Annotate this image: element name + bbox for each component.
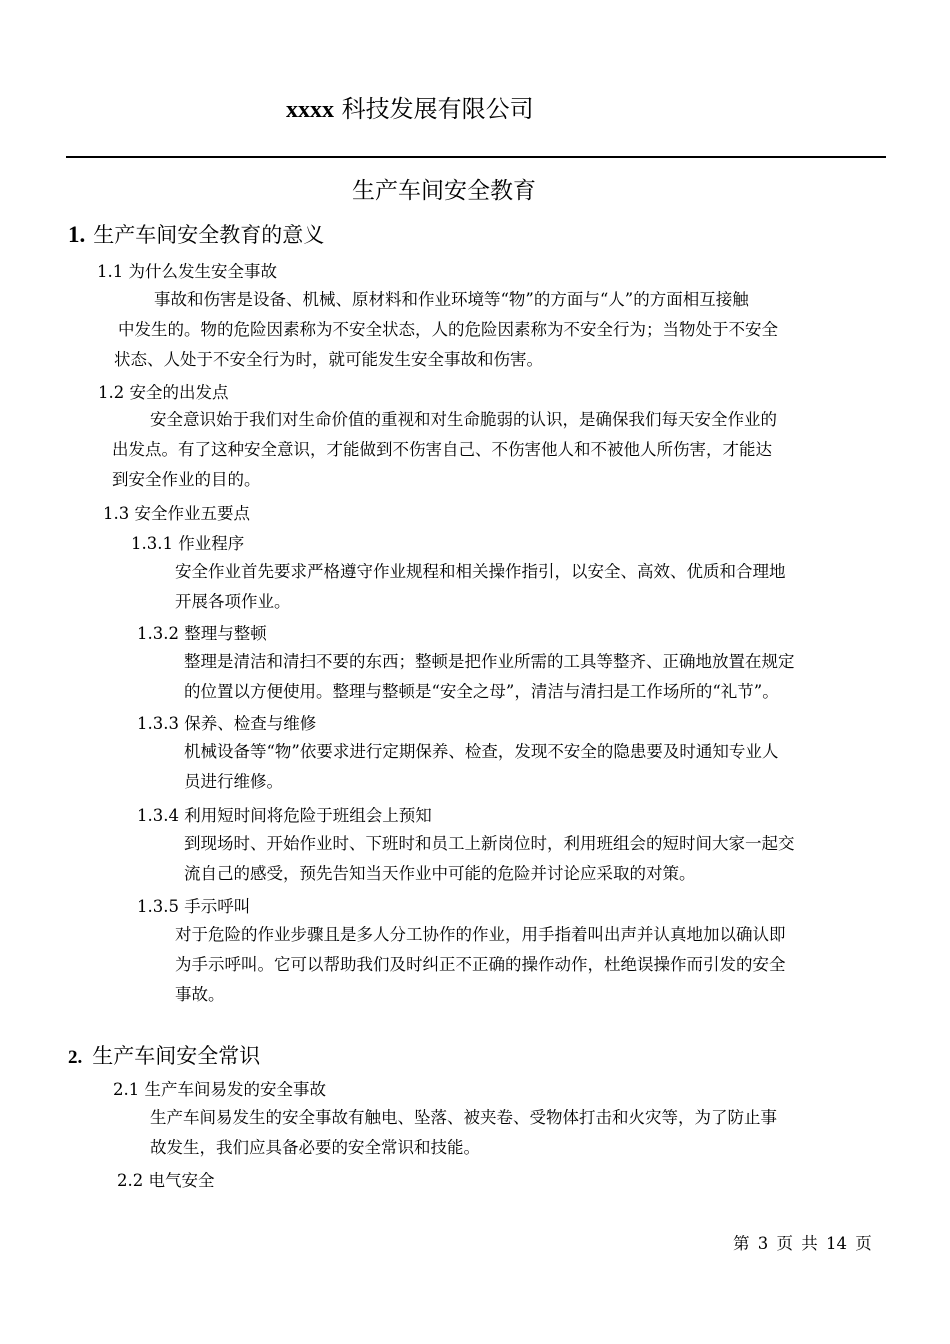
item-1-3-3-heading: 1.3.3 保养、检查与维修 [137,714,317,733]
item-1-3-5-heading: 1.3.5 手示呼叫 [137,897,251,916]
paragraph-line: 到安全作业的目的。 [112,470,261,489]
item-1-3-4-paragraph [184,829,795,889]
subsection-1-2-heading: 1.2 安全的出发点 [98,383,229,402]
paragraph-line: 对于危险的作业步骤且是多人分工协作的作业，用手指着叫出声并认真地加以确认即 [175,925,786,944]
paragraph-line: 故发生，我们应具备必要的安全常识和技能。 [150,1138,480,1157]
paragraph-line: 出发点。有了这种安全意识，才能做到不伤害自己、不伤害他人和不被他人所伤害，才能达 [112,440,772,459]
section-title: 生产车间安全教育的意义 [93,223,325,247]
paragraph-line: 安全作业首先要求严格遵守作业规程和相关操作指引，以安全、高效、优质和合理地 [175,562,786,581]
subsection-2-1-heading: 2.1 生产车间易发的安全事故 [113,1080,326,1099]
item-1-3-1-paragraph [175,557,786,617]
item-1-3-4-heading: 1.3.4 利用短时间将危险于班组会上预知 [137,806,432,825]
paragraph-line: 流自己的感受，预先告知当天作业中可能的危险并讨论应采取的对策。 [184,864,696,883]
item-1-3-2-heading: 1.3.2 整理与整顿 [137,624,267,643]
company-name [286,89,534,124]
paragraph-line: 整理是清洁和清扫不要的东西；整顿是把作业所需的工具等整齐、正确地放置在规定 [184,652,795,671]
section-number: 2. [68,1047,83,1068]
header-divider [66,156,886,158]
section-2-heading [68,1040,260,1070]
subsection-1-1-paragraph [114,285,778,375]
subsection-1-1-heading: 1.1 为什么发生安全事故 [97,262,277,281]
paragraph-line: 状态、人处于不安全行为时，就可能发生安全事故和伤害。 [114,350,543,369]
paragraph-line: 生产车间易发生的安全事故有触电、坠落、被夹卷、受物体打击和火灾等，为了防止事 [150,1108,777,1127]
subsection-2-2-heading: 2.2 电气安全 [117,1171,215,1190]
item-1-3-2-paragraph [184,647,795,707]
paragraph-line: 机械设备等“物”依要求进行定期保养、检查，发现不安全的隐患要及时通知专业人 [184,742,779,761]
document-title: 生产车间安全教育 [352,178,536,204]
section-number: 1. [68,222,86,247]
section-title: 生产车间安全常识 [92,1044,261,1068]
section-1-heading [68,219,324,249]
paragraph-line: 事故。 [175,985,225,1004]
paragraph-line: 中发生的。物的危险因素称为不安全状态，人的危险因素称为不安全行为；当物处于不安全 [118,320,778,339]
item-1-3-3-paragraph [184,737,778,797]
paragraph-line: 的位置以方便使用。整理与整顿是“安全之母”，清洁与清扫是工作场所的“礼节”。 [184,682,779,701]
company-name-text: 科技发展有限公司 [334,95,534,123]
subsection-1-2-paragraph [112,405,777,495]
subsection-1-3-heading: 1.3 安全作业五要点 [103,504,250,523]
item-1-3-5-paragraph [175,920,786,1010]
item-1-3-1-heading: 1.3.1 作业程序 [131,534,245,553]
paragraph-line: 安全意识始于我们对生命价值的重视和对生命脆弱的认识，是确保我们每天安全作业的 [150,410,777,429]
paragraph-line: 事故和伤害是设备、机械、原材料和作业环境等“物”的方面与“人”的方面相互接触 [154,290,749,309]
paragraph-line: 到现场时、开始作业时、下班时和员工上新岗位时，利用班组会的短时间大家一起交 [184,834,795,853]
paragraph-line: 为手示呼叫。它可以帮助我们及时纠正不正确的操作动作，杜绝误操作而引发的安全 [175,955,786,974]
page-number: 第 3 页 共 14 页 [733,1234,872,1253]
subsection-2-1-paragraph [150,1103,777,1163]
company-name-prefix: xxxx [286,97,334,123]
paragraph-line: 员进行维修。 [184,772,283,791]
paragraph-line: 开展各项作业。 [175,592,291,611]
